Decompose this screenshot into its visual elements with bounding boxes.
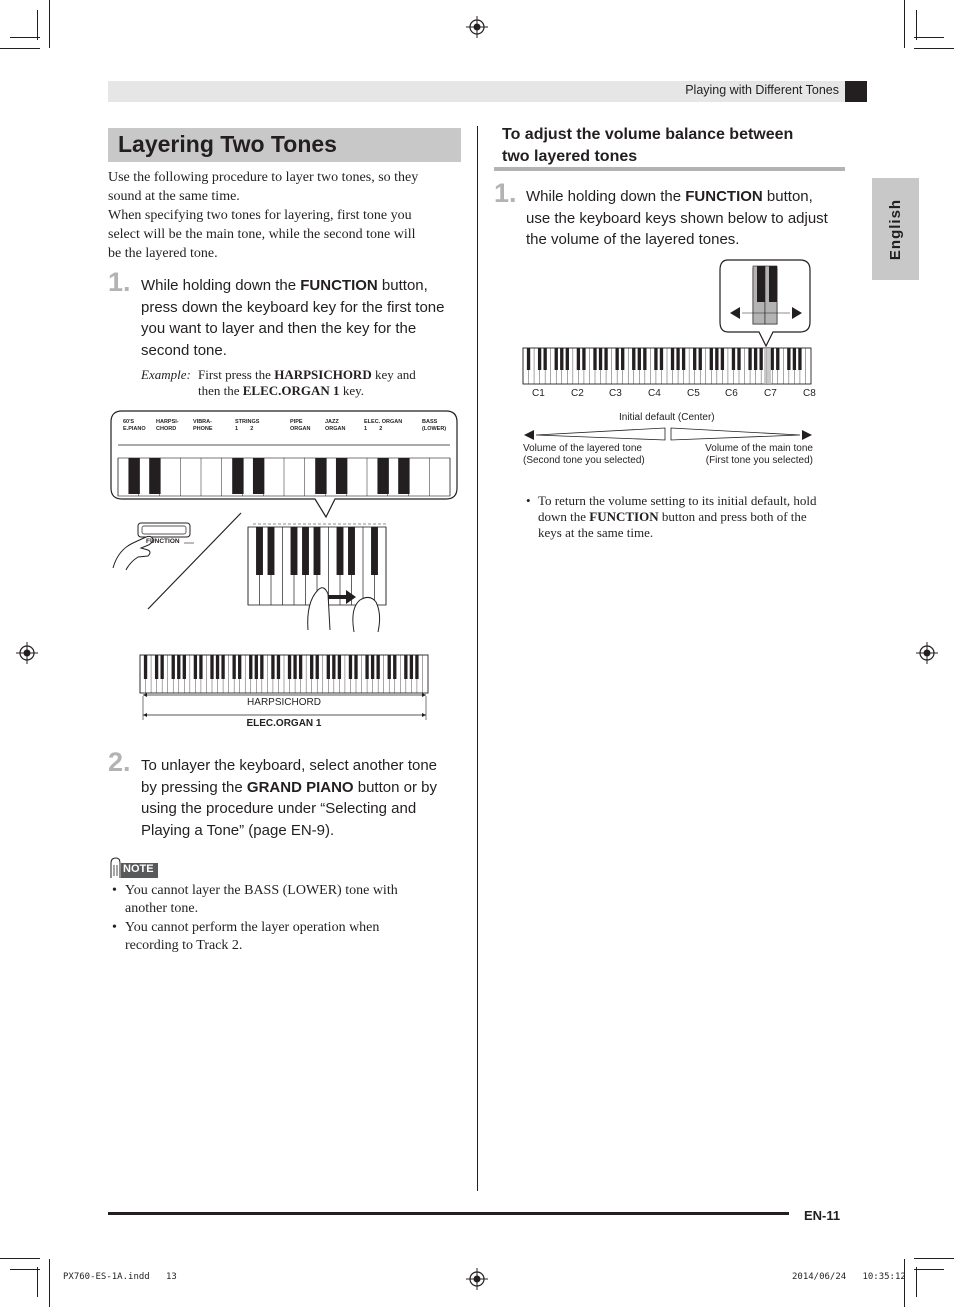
registration-mark-icon bbox=[466, 1268, 488, 1290]
volume-balance-wedges bbox=[522, 424, 814, 444]
black-key bbox=[337, 527, 344, 575]
black-key bbox=[232, 458, 243, 494]
black-key bbox=[776, 348, 779, 370]
black-key bbox=[787, 348, 790, 370]
initial-default-label: Initial default (Center) bbox=[619, 412, 715, 423]
black-key bbox=[415, 655, 418, 679]
black-key bbox=[599, 348, 602, 370]
step-number: 1. bbox=[108, 267, 131, 297]
black-key bbox=[371, 655, 374, 679]
black-key bbox=[693, 348, 696, 370]
octave-labels: C1 C2 C3 C4 C5 C6 C7 C8 bbox=[532, 388, 816, 399]
black-key bbox=[577, 348, 580, 370]
intro-paragraph: Use the following procedure to layer two tones, so they sound at the same time. When specifying two tones for layering, first tone you select will be the main tone, while the second tone will be the layered tone. bbox=[108, 170, 419, 261]
black-key bbox=[260, 655, 263, 679]
black-key bbox=[715, 348, 718, 370]
black-key bbox=[144, 655, 147, 679]
black-key bbox=[555, 348, 558, 370]
black-key bbox=[388, 655, 391, 679]
panel-labels: 60'S E.PIANO HARPSI- CHORD VIBRA- PHONE STRINGS 1 2 PIPE ORGAN JAZZ ORGAN ELEC. ORGAN 1 2 BASS (LOWER) bbox=[123, 419, 447, 432]
reset-bullet: • To return the volume setting to its initial default, hold down the FUNCTION button and press both of the keys at the same time. bbox=[526, 493, 817, 540]
running-header-block bbox=[845, 81, 867, 102]
note-item: • You cannot perform the layer operation when recording to Track 2. bbox=[112, 920, 380, 953]
black-key bbox=[365, 655, 368, 679]
black-key bbox=[582, 348, 585, 370]
black-key bbox=[271, 655, 274, 679]
black-key bbox=[128, 458, 139, 494]
registration-mark-icon bbox=[466, 16, 488, 38]
footer-rule bbox=[108, 1212, 789, 1215]
range-label-elec-organ: ELEC.ORGAN 1 bbox=[246, 718, 322, 729]
registration-mark-icon bbox=[916, 642, 938, 664]
black-key bbox=[210, 655, 213, 679]
black-key bbox=[410, 655, 413, 679]
slug-date: 2014/06/24 10:35:12 bbox=[792, 1272, 906, 1282]
black-key bbox=[348, 527, 355, 575]
note-item: • You cannot layer the BASS (LOWER) tone with another tone. bbox=[112, 883, 398, 916]
black-key bbox=[371, 527, 378, 575]
volume-main-label: Volume of the main tone (First tone you selected) bbox=[705, 443, 813, 466]
black-key bbox=[732, 348, 735, 370]
black-key bbox=[593, 348, 596, 370]
language-tab-label: English bbox=[887, 198, 905, 260]
black-key bbox=[336, 458, 347, 494]
black-key bbox=[615, 348, 618, 370]
example-text: First press the HARPSICHORD key and then the ELEC.ORGAN 1 key. bbox=[198, 367, 416, 398]
page-number: EN-11 bbox=[804, 1208, 841, 1223]
black-key bbox=[253, 458, 264, 494]
slug-filename: PX760-ES-1A.indd 13 bbox=[63, 1272, 177, 1282]
black-key bbox=[543, 348, 546, 370]
black-key bbox=[376, 655, 379, 679]
registration-mark-icon bbox=[16, 642, 38, 664]
black-key bbox=[255, 655, 258, 679]
black-key bbox=[793, 348, 796, 370]
black-key bbox=[566, 348, 569, 370]
black-key bbox=[310, 655, 313, 679]
black-key bbox=[172, 655, 175, 679]
step-number: 1. bbox=[494, 178, 517, 208]
black-key bbox=[671, 348, 674, 370]
black-key bbox=[748, 348, 751, 370]
black-key bbox=[560, 348, 563, 370]
black-key bbox=[798, 348, 801, 370]
black-key bbox=[404, 655, 407, 679]
black-key bbox=[737, 348, 740, 370]
black-key bbox=[660, 348, 663, 370]
running-header-title: Playing with Different Tones bbox=[685, 83, 839, 97]
black-key bbox=[643, 348, 646, 370]
subsection-heading: To adjust the volume balance between two layered tones bbox=[502, 126, 794, 165]
black-key bbox=[721, 348, 724, 370]
black-key bbox=[710, 348, 713, 370]
black-key bbox=[759, 348, 762, 370]
black-key bbox=[349, 655, 352, 679]
black-key bbox=[155, 655, 158, 679]
range-label-harpsichord: HARPSICHORD bbox=[247, 697, 321, 708]
black-key bbox=[249, 655, 252, 679]
black-key bbox=[527, 348, 530, 370]
note-list bbox=[110, 882, 470, 955]
black-key bbox=[314, 527, 321, 575]
black-key bbox=[194, 655, 197, 679]
example-label: Example: bbox=[141, 367, 191, 382]
black-key bbox=[256, 527, 263, 575]
black-key bbox=[632, 348, 635, 370]
black-key bbox=[377, 458, 388, 494]
black-key bbox=[277, 655, 280, 679]
black-key bbox=[654, 348, 657, 370]
black-key bbox=[268, 527, 275, 575]
hands-on-keyboard-illustration bbox=[108, 510, 393, 635]
full-keyboard-range-diagram bbox=[138, 654, 430, 724]
black-key bbox=[216, 655, 219, 679]
black-key bbox=[538, 348, 541, 370]
black-key bbox=[149, 458, 160, 494]
black-key bbox=[199, 655, 202, 679]
black-key bbox=[316, 655, 319, 679]
black-key bbox=[183, 655, 186, 679]
black-key bbox=[221, 655, 224, 679]
full-keyboard-diagram bbox=[521, 346, 813, 390]
black-key bbox=[676, 348, 679, 370]
black-key bbox=[177, 655, 180, 679]
black-key bbox=[398, 458, 409, 494]
black-key bbox=[338, 655, 341, 679]
black-key bbox=[299, 655, 302, 679]
black-key bbox=[604, 348, 607, 370]
black-key bbox=[302, 527, 309, 575]
black-key bbox=[332, 655, 335, 679]
section-title: Layering Two Tones bbox=[118, 131, 337, 157]
black-key bbox=[354, 655, 357, 679]
black-key bbox=[288, 655, 291, 679]
black-key bbox=[621, 348, 624, 370]
step-2-text: To unlayer the keyboard, select another tone by pressing the GRAND PIANO button or by using the procedure under “Selecting and Playing a Tone” (page EN-9). bbox=[141, 757, 438, 839]
black-key bbox=[293, 655, 296, 679]
step-1-text: While holding down the FUNCTION button, press down the keyboard key for the first tone you want to layer and then the key for the second tone. bbox=[141, 277, 445, 359]
note-label: NOTE bbox=[123, 863, 154, 875]
volume-layered-label: Volume of the layered tone (Second tone you selected) bbox=[523, 443, 645, 466]
volume-keys-callout bbox=[718, 258, 814, 350]
black-key bbox=[315, 458, 326, 494]
black-key bbox=[638, 348, 641, 370]
step-number: 2. bbox=[108, 747, 131, 777]
black-key bbox=[232, 655, 235, 679]
black-key bbox=[699, 348, 702, 370]
black-key bbox=[291, 527, 298, 575]
black-key bbox=[682, 348, 685, 370]
black-key bbox=[393, 655, 396, 679]
subsection-rule bbox=[494, 167, 845, 171]
black-key bbox=[771, 348, 774, 370]
black-key bbox=[327, 655, 330, 679]
function-button-label: FUNCTION bbox=[146, 538, 180, 545]
column-divider bbox=[477, 126, 478, 1191]
black-key bbox=[238, 655, 241, 679]
black-key bbox=[754, 348, 757, 370]
black-key bbox=[160, 655, 163, 679]
step-1-text: While holding down the FUNCTION button, use the keyboard keys shown below to adjust the volume of the layered tones. bbox=[526, 188, 828, 248]
